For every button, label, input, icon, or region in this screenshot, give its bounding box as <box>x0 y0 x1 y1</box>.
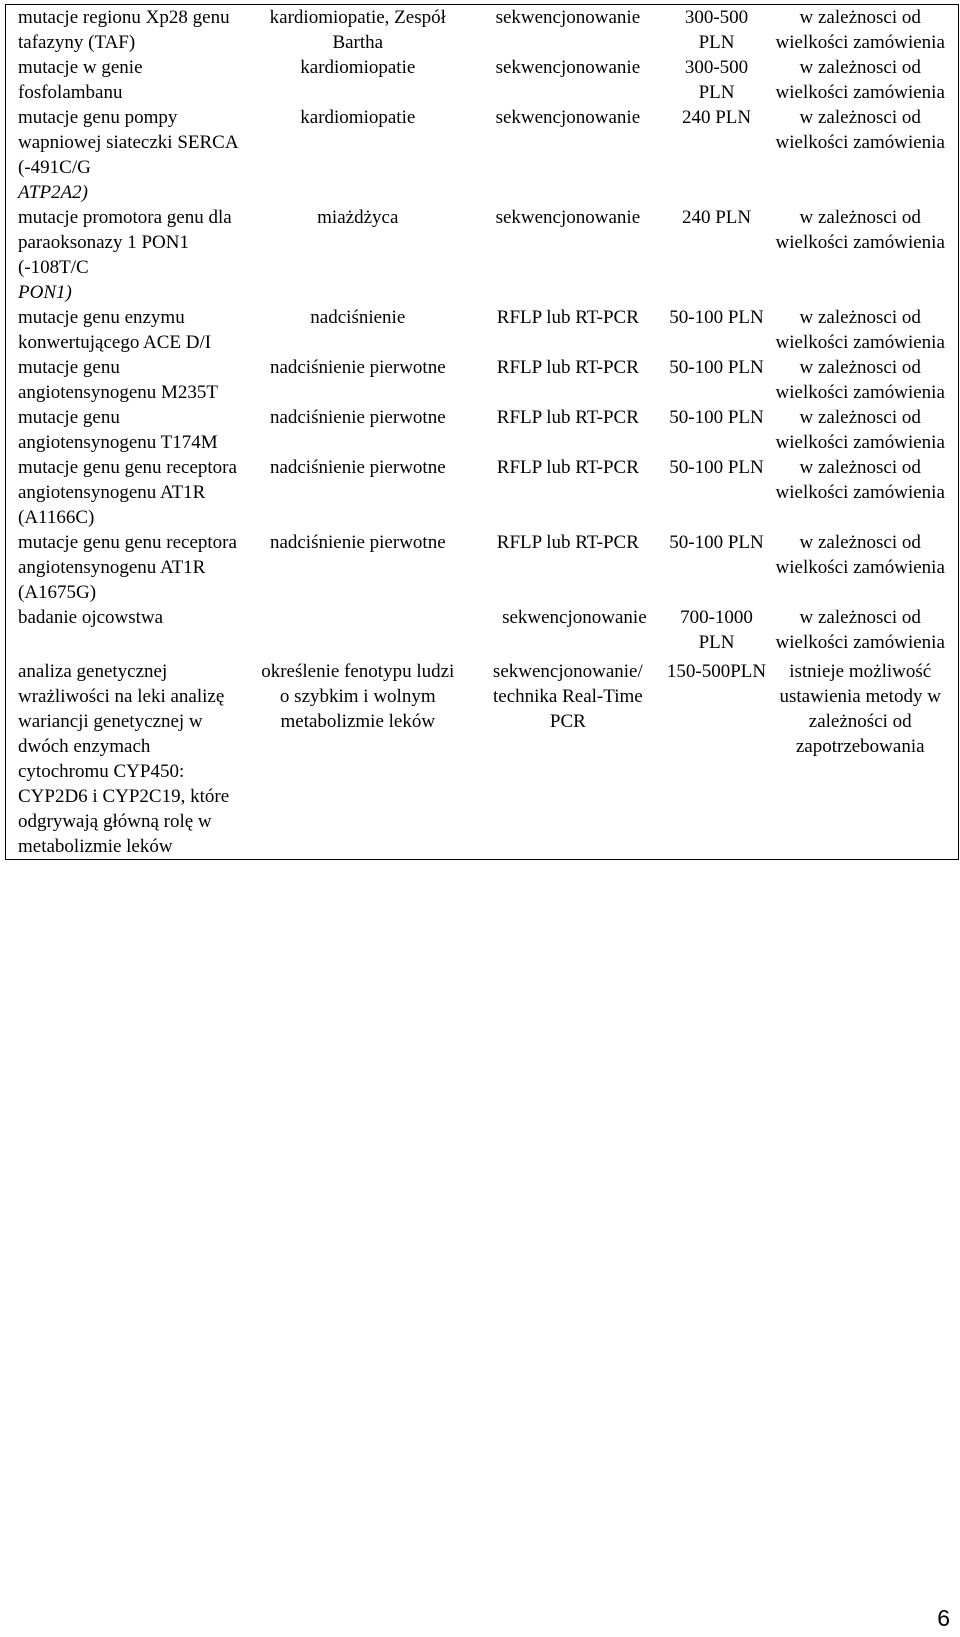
cell-mutation <box>6 530 247 605</box>
table-row <box>6 105 958 205</box>
table-row <box>6 205 958 305</box>
cell-mutation <box>6 405 247 455</box>
cell-method: sekwencjonowanie <box>495 107 641 128</box>
cell-method: RFLP lub RT-PCR <box>496 357 639 378</box>
gene-symbol-italic: ATP2A2) <box>18 182 89 203</box>
cell-disease: nadciśnienie <box>310 307 406 328</box>
cell-disease: nadciśnienie pierwotne <box>269 407 446 428</box>
cell-disease: miażdżyca <box>317 207 399 228</box>
cell-pharmaco-note: istnieje możliwość ustawienia metody w zależności od zapotrzebowania <box>779 661 941 757</box>
table-row <box>6 405 958 455</box>
cell-paternity-price: 700-1000 PLN <box>680 607 753 653</box>
cell-mutation <box>6 455 247 530</box>
paternity-row <box>6 605 958 655</box>
table-row <box>6 455 958 530</box>
table-row <box>6 355 958 405</box>
table-row <box>6 305 958 355</box>
pharmacogenetics-row <box>6 655 958 859</box>
cell-order-note: w zależnosci od wielkości zamówienia <box>775 307 945 353</box>
cell-mutation <box>6 55 247 105</box>
table-row <box>6 55 958 105</box>
cell-price: 240 PLN <box>681 207 752 228</box>
mutation-text: mutacje genu genu receptora angiotensynogenu AT1R (A1675G) <box>18 532 237 603</box>
cell-paternity-method: sekwencjonowanie <box>502 607 647 628</box>
cell-disease: kardiomiopatie <box>300 57 416 78</box>
cell-mutation <box>6 205 247 305</box>
cell-order-note: w zależnosci od wielkości zamówienia <box>775 7 945 53</box>
cell-method: sekwencjonowanie <box>495 57 641 78</box>
mutation-text: mutacje genu pompy wapniowej siateczki SERCA (-491C/G <box>18 107 238 178</box>
cell-price: 50-100 PLN <box>669 357 764 378</box>
page-number: 6 <box>937 1605 950 1631</box>
cell-pharmaco-phenotype: określenie fenotypu ludzi o szybkim i wolnym metabolizmie leków <box>261 661 455 732</box>
cell-price: 50-100 PLN <box>669 407 764 428</box>
mutation-text: mutacje genu genu receptora angiotensynogenu AT1R (A1166C) <box>18 457 237 528</box>
cell-mutation <box>6 305 247 355</box>
cell-order-note: w zależnosci od wielkości zamówienia <box>775 107 945 153</box>
cell-mutation <box>6 5 247 55</box>
cell-order-note: w zależnosci od wielkości zamówienia <box>775 457 945 503</box>
mutation-text: mutacje w genie fosfolambanu <box>18 57 143 103</box>
cell-mutation <box>6 105 247 205</box>
price-table <box>5 4 959 860</box>
cell-order-note: w zależnosci od wielkości zamówienia <box>775 357 945 403</box>
mutation-text: mutacje genu enzymu konwertującego ACE D/I <box>18 307 212 353</box>
cell-method: RFLP lub RT-PCR <box>496 532 639 553</box>
cell-price: 50-100 PLN <box>669 457 764 478</box>
cell-method: RFLP lub RT-PCR <box>496 457 639 478</box>
mutation-text: mutacje genu angiotensynogenu T174M <box>18 407 218 453</box>
cell-paternity-order-note: w zależnosci od wielkości zamówienia <box>775 607 945 653</box>
cell-method: RFLP lub RT-PCR <box>496 307 639 328</box>
cell-method: sekwencjonowanie <box>495 207 641 228</box>
cell-method: RFLP lub RT-PCR <box>496 407 639 428</box>
cell-price: 300-500 PLN <box>684 7 749 53</box>
cell-order-note: w zależnosci od wielkości zamówienia <box>775 407 945 453</box>
cell-order-note: w zależnosci od wielkości zamówienia <box>775 532 945 578</box>
cell-disease: nadciśnienie pierwotne <box>269 457 446 478</box>
mutation-text: mutacje regionu Xp28 genu tafazyny (TAF) <box>18 7 230 53</box>
cell-mutation <box>6 355 247 405</box>
gene-symbol-italic: PON1) <box>18 282 72 303</box>
cell-price: 50-100 PLN <box>669 532 764 553</box>
cell-price: 300-500 PLN <box>684 57 749 103</box>
cell-price: 240 PLN <box>681 107 752 128</box>
cell-pharmaco-method: sekwencjonowanie/ technika Real-Time PCR <box>492 661 643 732</box>
mutation-text: mutacje genu angiotensynogenu M235T <box>18 357 219 403</box>
cell-order-note: w zależnosci od wielkości zamówienia <box>775 57 945 103</box>
cell-price: 50-100 PLN <box>669 307 764 328</box>
table-row <box>6 530 958 605</box>
cell-disease: nadciśnienie pierwotne <box>269 357 446 378</box>
cell-disease: kardiomiopatie <box>300 107 416 128</box>
cell-pharmaco-analysis: analiza genetycznej wrażliwości na leki analizę wariancji genetycznej w dwóch enzymach cytochromu CYP450: CYP2D6 i CYP2C19, które odgrywają główną rolę w metabolizmie leków <box>18 661 230 857</box>
cell-disease: kardiomiopatie, Zespół Bartha <box>269 7 446 53</box>
cell-order-note: w zależnosci od wielkości zamówienia <box>775 207 945 253</box>
table-row <box>6 5 958 55</box>
cell-method: sekwencjonowanie <box>495 7 641 28</box>
cell-paternity-label: badanie ojcowstwa <box>18 607 164 628</box>
cell-pharmaco-price: 150-500PLN <box>666 661 767 682</box>
cell-disease: nadciśnienie pierwotne <box>269 532 446 553</box>
mutation-text: mutacje promotora genu dla paraoksonazy 1 PON1 (-108T/C <box>18 207 232 278</box>
